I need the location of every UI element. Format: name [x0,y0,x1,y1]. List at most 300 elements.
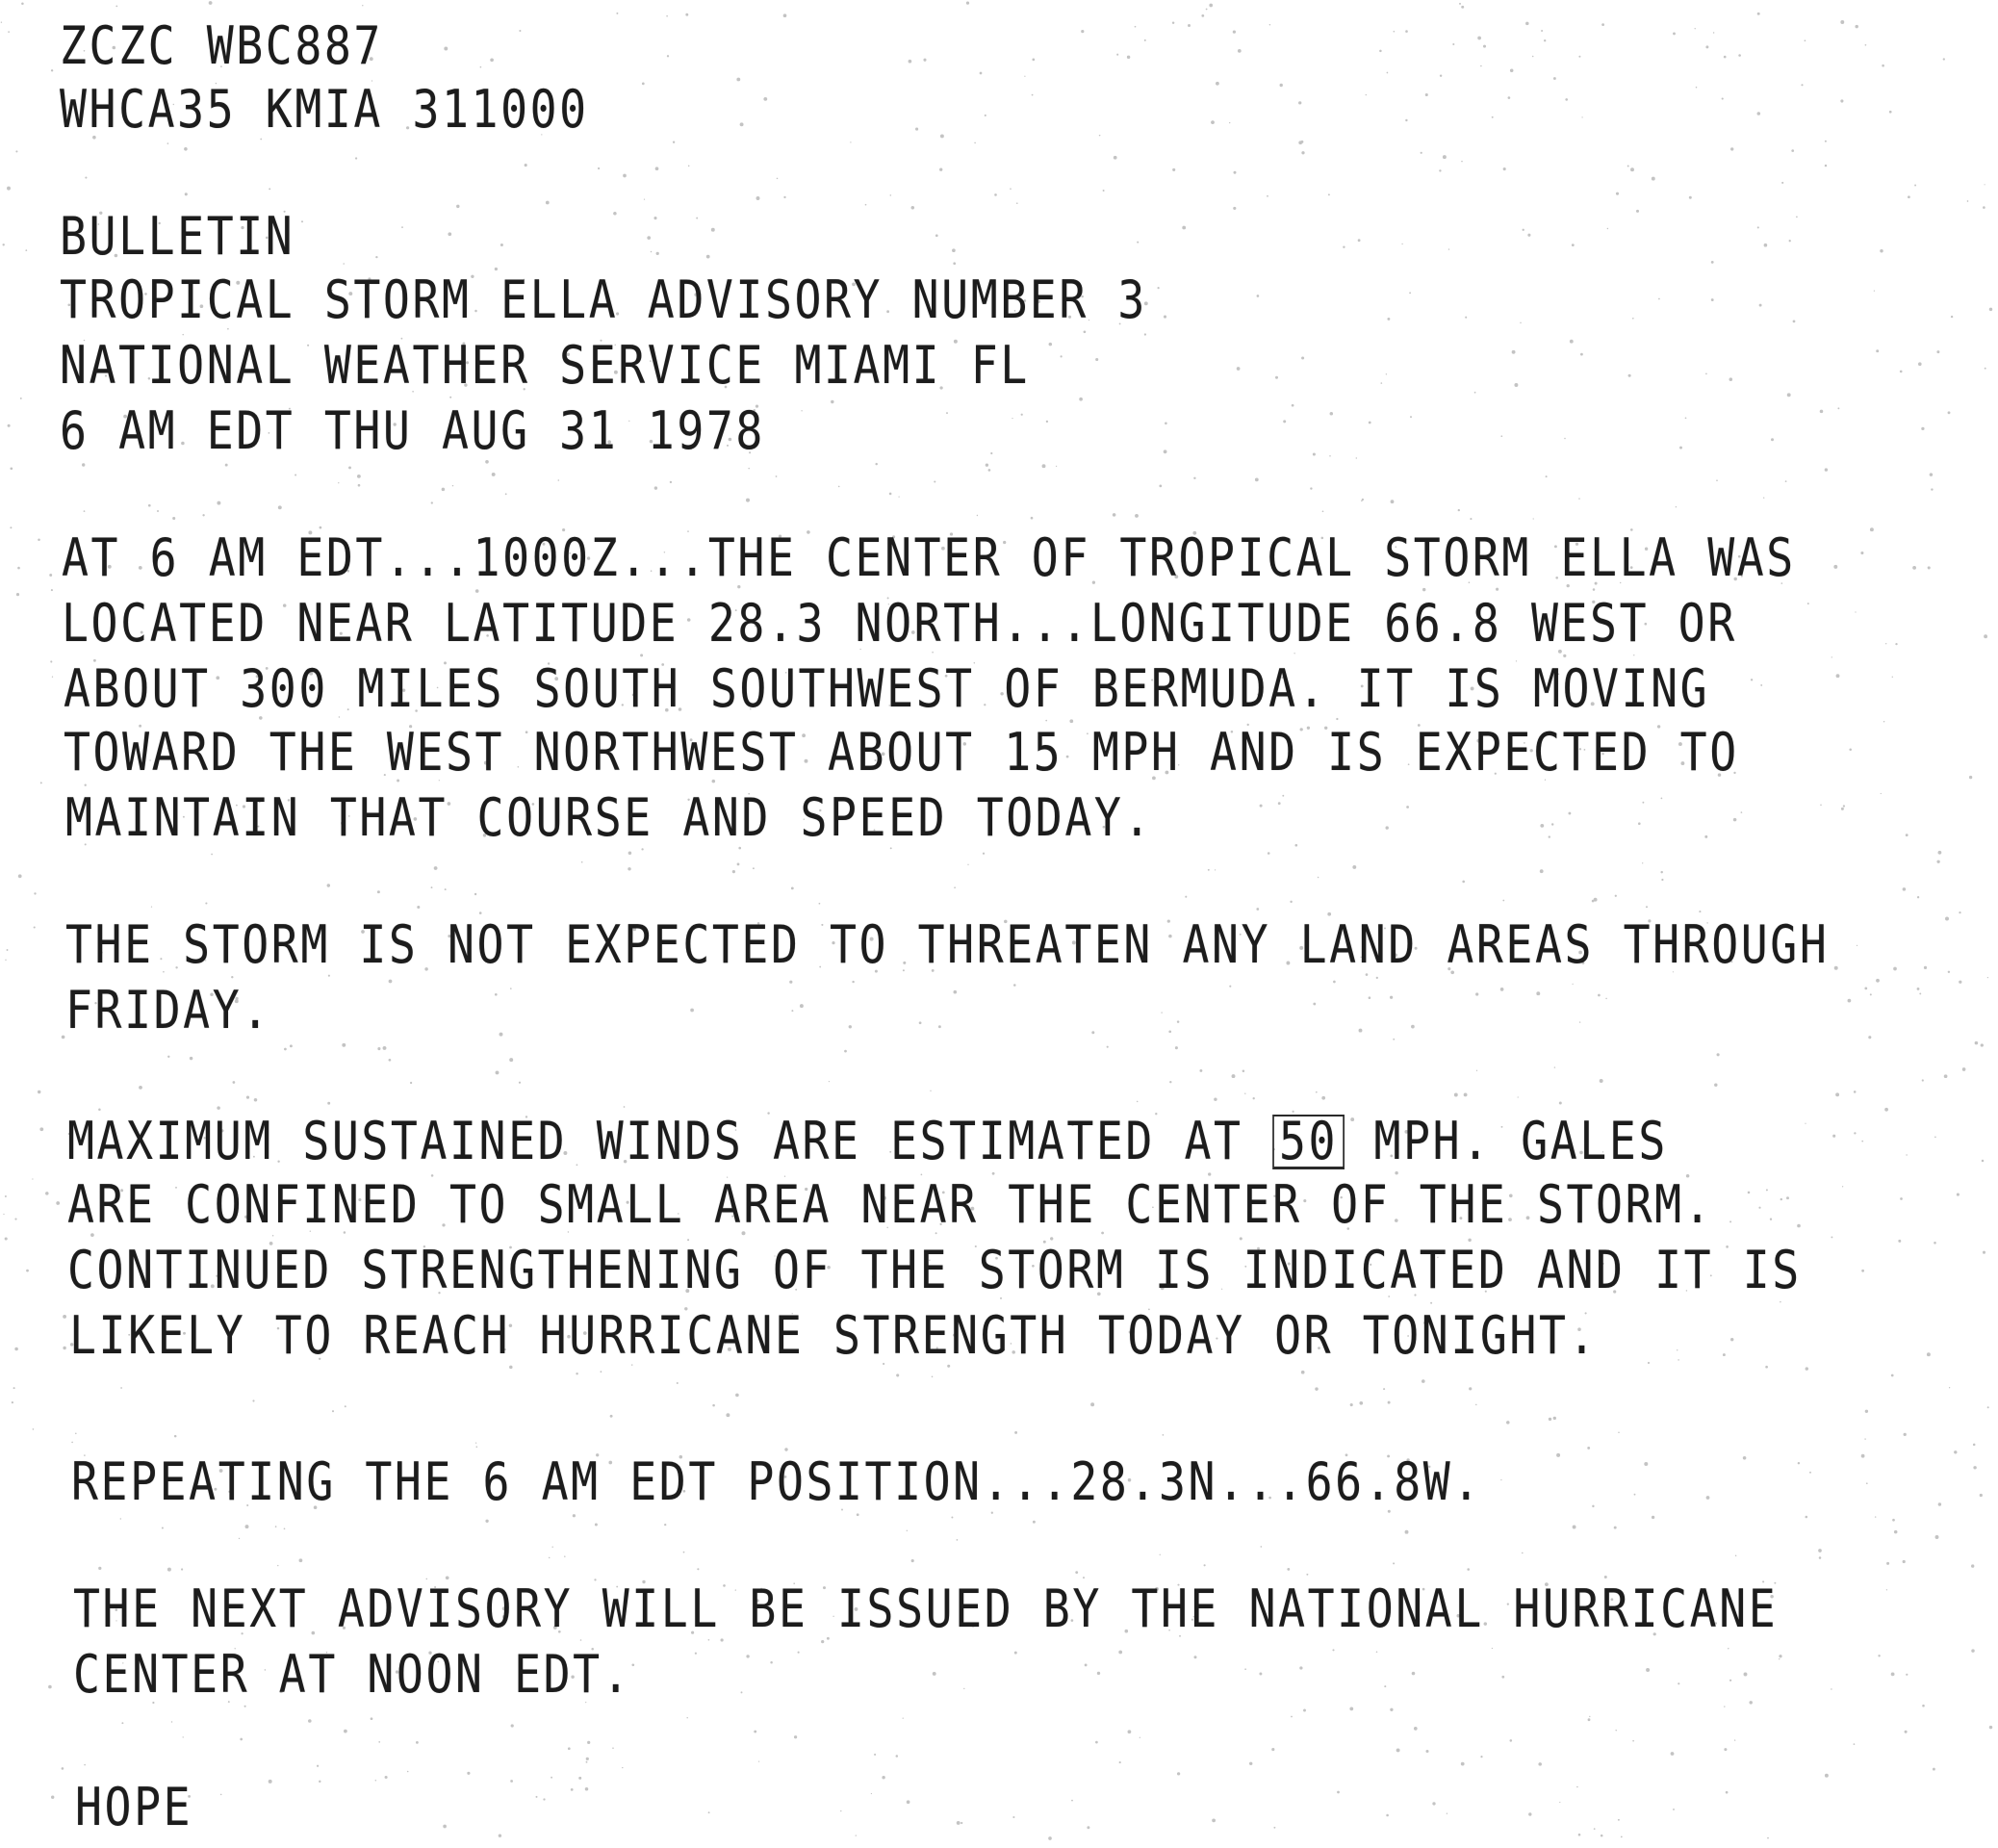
speckle-dot [938,1025,941,1028]
speckle-dot [475,1442,476,1443]
speckle-dot [511,1724,514,1727]
speckle-dot [272,1235,274,1237]
speckle-dot [875,463,877,465]
speckle-dot [1164,316,1166,319]
speckle-dot [1343,246,1345,248]
speckle-dot [1581,116,1582,117]
speckle-dot [1477,37,1481,40]
speckle-dot [1322,510,1324,512]
speckle-dot [490,58,494,62]
speckle-dot [578,1777,581,1780]
speckle-dot [783,13,787,17]
speckle-dot [1518,1096,1519,1097]
speckle-dot [1376,1652,1378,1654]
speckle-dot [1781,182,1783,184]
speckle-dot [1661,798,1663,800]
speckle-dot [63,1315,66,1319]
speckle-dot [667,55,669,57]
speckle-dot [986,464,988,467]
speckle-dot [736,78,740,82]
speckle-dot [500,244,503,246]
speckle-dot [278,505,282,509]
speckle-dot [1578,498,1579,499]
speckle-dot [546,201,550,205]
speckle-dot [1588,1718,1591,1721]
speckle-dot [1216,82,1219,86]
para2-line: FRIDAY. [65,980,271,1040]
speckle-dot [1233,207,1236,210]
speckle-dot [1780,1198,1782,1200]
speckle-dot [1410,416,1412,418]
speckle-dot [1601,1835,1603,1837]
speckle-dot [1843,805,1845,807]
speckle-dot [961,1822,962,1824]
speckle-dot [1578,1834,1581,1836]
speckle-dot [317,1765,319,1767]
speckle-dot [1229,986,1231,988]
speckle-dot [1730,1338,1733,1341]
speckle-dot [1951,316,1953,318]
speckle-dot [610,1415,613,1418]
speckle-dot [934,480,935,482]
speckle-dot [1267,195,1268,197]
speckle-dot [1476,1070,1477,1071]
speckle-dot [844,1050,847,1053]
speckle-dot [167,1056,169,1058]
speckle-dot [1175,1046,1178,1049]
speckle-dot [1785,480,1787,482]
speckle-dot [1685,417,1687,419]
speckle-dot [1729,377,1733,381]
speckle-dot [1572,984,1573,985]
speckle-dot [1137,1101,1139,1103]
speckle-dot [1313,452,1316,455]
speckle-dot [1618,1432,1620,1434]
speckle-dot [1306,1574,1308,1576]
speckle-dot [587,1741,590,1744]
speckle-dot [1193,1656,1196,1658]
speckle-dot [1678,1682,1679,1684]
speckle-dot [1097,1672,1100,1675]
speckle-dot [1886,1562,1889,1565]
speckle-dot [1469,1387,1472,1390]
speckle-dot [1870,527,1874,531]
speckle-dot [1330,412,1334,416]
speckle-dot [1386,1814,1389,1817]
para1-line: TOWARD THE WEST NORTHWEST ABOUT 15 MPH AND IS EXPECTED TO [64,722,1739,783]
speckle-dot [98,1567,101,1570]
speckle-dot [5,1195,7,1197]
speckle-dot [622,1767,623,1768]
speckle-dot [38,539,40,542]
speckle-dot [277,1565,278,1566]
speckle-dot [1301,356,1304,359]
speckle-dot [1938,851,1942,855]
speckle-dot [1980,1494,1983,1497]
speckle-dot [974,142,976,144]
speckle-dot [1405,30,1408,33]
speckle-dot [1359,1029,1363,1033]
speckle-dot [1806,1367,1808,1370]
speckle-dot [1908,195,1910,198]
speckle-dot [840,1810,841,1811]
speckle-dot [1313,1003,1316,1006]
speckle-dot [1501,1676,1504,1679]
speckle-dot [915,128,918,131]
speckle-dot [1361,500,1363,502]
speckle-dot [1212,1819,1216,1823]
speckle-dot [343,263,345,265]
speckle-dot [1461,161,1463,163]
speckle-dot [1464,1092,1468,1096]
speckle-dot [954,886,956,888]
speckle-dot [1757,112,1761,116]
speckle-dot [1158,287,1160,289]
speckle-dot [434,866,438,870]
speckle-dot [1673,32,1676,35]
speckle-dot [1987,1406,1989,1408]
speckle-dot [1232,1074,1236,1078]
speckle-dot [1648,1362,1650,1364]
speckle-dot [32,1178,33,1179]
speckle-dot [1592,900,1595,903]
speckle-dot [1632,318,1634,320]
speckle-dot [1366,94,1367,95]
speckle-dot [940,134,944,138]
speckle-dot [1758,1207,1760,1209]
speckle-dot [1578,56,1580,58]
speckle-dot [84,510,86,512]
speckle-dot [1,22,2,23]
para3-line: LIKELY TO REACH HURRICANE STRENGTH TODAY OR TONIGHT. [69,1305,1599,1366]
speckle-dot [801,410,802,411]
speckle-dot [564,1555,566,1557]
issue-datetime: 6 AM EDT THU AUG 31 1978 [60,400,765,461]
speckle-dot [51,589,53,591]
speckle-dot [1425,1750,1428,1753]
header-line-1: ZCZC WBC887 [60,15,383,76]
speckle-dot [576,1373,577,1374]
speckle-dot [389,980,393,984]
speckle-dot [63,1347,65,1349]
speckle-dot [1805,1123,1806,1124]
speckle-dot [1836,674,1840,678]
speckle-dot [509,1366,513,1370]
speckle-dot [1440,74,1442,76]
speckle-dot [1350,1403,1353,1406]
speckle-dot [1885,643,1886,644]
speckle-dot [1390,996,1393,999]
speckle-dot [1860,552,1863,554]
speckle-dot [448,232,451,236]
speckle-dot [1119,1761,1121,1763]
speckle-dot [957,1539,959,1541]
speckle-dot [1820,410,1824,414]
speckle-dot [431,501,433,503]
speckle-dot [990,452,992,454]
speckle-dot [1573,1526,1576,1529]
speckle-dot [890,194,892,196]
speckle-dot [1244,1668,1246,1670]
speckle-dot [1556,1453,1560,1457]
speckle-dot [301,220,303,222]
speckle-dot [1337,1791,1340,1794]
speckle-dot [653,217,656,219]
speckle-dot [1615,1730,1616,1731]
speckle-dot [1528,1812,1531,1815]
speckle-dot [1630,167,1634,171]
speckle-dot [1257,295,1260,297]
speckle-dot [1711,261,1714,264]
speckle-dot [677,1382,679,1384]
speckle-dot [34,892,36,894]
speckle-dot [1470,518,1472,520]
speckle-dot [1764,244,1768,247]
speckle-dot [1390,1708,1393,1711]
speckle-dot [911,206,915,210]
speckle-dot [1759,304,1762,307]
speckle-dot [82,463,85,466]
speckle-dot [1384,1685,1386,1687]
speckle-dot [1310,487,1312,489]
speckle-dot [485,1520,488,1523]
speckle-dot [1563,654,1566,657]
speckle-dot [26,1270,29,1272]
speckle-dot [1874,290,1875,291]
speckle-dot [1833,565,1837,569]
speckle-dot [831,400,833,403]
speckle-dot [49,574,52,577]
para1-line: LOCATED NEAR LATITUDE 28.3 NORTH...LONGITUDE 66.8 WEST OR [62,593,1737,654]
speckle-dot [1238,49,1242,53]
para1-line: ABOUT 300 MILES SOUTH SOUTHWEST OF BERMUDA. IT IS MOVING [64,658,1710,719]
speckle-dot [71,1442,73,1444]
speckle-dot [151,906,152,907]
speckle-dot [789,981,792,984]
speckle-dot [903,1717,904,1718]
speckle-dot [467,1772,470,1775]
speckle-dot [740,122,744,126]
speckle-dot [1797,1224,1801,1228]
speckle-dot [456,205,459,208]
speckle-dot [39,1127,43,1131]
speckle-dot [655,167,659,170]
speckle-dot [1480,65,1482,67]
speckle-dot [777,178,779,180]
speckle-dot [1835,1092,1839,1096]
speckle-dot [1369,996,1371,999]
speckle-dot [1462,881,1465,884]
speckle-dot [585,1787,589,1791]
para5-line: CENTER AT NOON EDT. [73,1644,632,1705]
speckle-dot [1127,56,1130,59]
speckle-dot [1551,823,1553,825]
speckle-dot [1618,1819,1620,1821]
speckle-dot [1699,911,1701,912]
speckle-dot [1461,6,1464,9]
speckle-dot [401,226,403,228]
speckle-dot [239,1538,240,1539]
winds-text-after: MPH. GALES [1344,1111,1668,1171]
speckle-dot [586,1758,589,1760]
speckle-dot [1393,1039,1395,1040]
speckle-dot [1632,1740,1634,1742]
speckle-dot [375,256,377,258]
speckle-dot [1989,1726,1992,1729]
speckle-dot [1010,188,1012,190]
speckle-dot [50,660,52,662]
speckle-dot [115,5,117,7]
speckle-dot [1865,44,1867,46]
speckle-dot [1962,1067,1966,1071]
speckle-dot [1362,499,1364,500]
speckle-dot [573,1514,576,1517]
speckle-dot [496,1070,500,1074]
speckle-dot [923,59,926,62]
speckle-dot [1321,1096,1325,1100]
speckle-dot [1229,122,1230,123]
speckle-dot [449,397,451,398]
speckle-dot [357,475,361,478]
speckle-dot [741,1691,743,1693]
speckle-dot [673,141,675,143]
speckle-dot [417,906,420,909]
speckle-dot [1160,1554,1161,1555]
speckle-dot [1918,362,1922,366]
speckle-dot [1128,1730,1132,1733]
speckle-dot [1831,1236,1832,1238]
speckle-dot [275,1526,277,1527]
speckle-dot [85,784,87,786]
speckle-dot [174,1435,177,1438]
speckle-dot [1256,908,1259,911]
speckle-dot [838,486,840,488]
speckle-dot [1704,835,1707,838]
speckle-dot [1021,414,1023,416]
speckle-dot [1237,367,1241,371]
speckle-dot [1283,420,1286,423]
speckle-dot [1394,31,1396,33]
speckle-dot [1049,343,1053,346]
speckle-dot [644,199,645,200]
speckle-dot [1825,141,1827,142]
speckle-dot [1032,59,1035,62]
speckle-dot [726,1413,730,1417]
speckle-dot [874,1754,876,1756]
speckle-dot [1820,804,1822,806]
speckle-dot [1414,1727,1418,1731]
para5-line: THE NEXT ADVISORY WILL BE ISSUED BY THE NATIONAL HURRICANE [73,1578,1779,1639]
speckle-dot [358,484,361,487]
speckle-dot [1568,812,1571,815]
speckle-dot [1549,1418,1551,1421]
speckle-dot [1033,1521,1036,1524]
speckle-dot [1642,802,1644,804]
speckle-dot [1975,1041,1979,1045]
speckle-dot [708,1811,710,1813]
speckle-dot [1841,808,1844,810]
speckle-dot [1912,566,1916,570]
speckle-dot [1211,120,1215,124]
speckle-dot [953,262,956,265]
speckle-dot [1729,1680,1731,1681]
speckle-dot [217,501,220,505]
speckle-dot [1825,1774,1829,1778]
speckle-dot [1780,1301,1781,1303]
speckle-dot [1589,1716,1590,1717]
speckle-dot [1301,151,1304,154]
speckle-dot [1866,1482,1868,1484]
speckle-dot [1391,500,1395,503]
speckle-dot [1644,1462,1648,1466]
speckle-dot [1510,69,1514,73]
speckle-dot [776,475,778,477]
speckle-dot [819,903,821,905]
speckle-dot [1973,1466,1976,1469]
speckle-dot [1982,1160,1985,1163]
speckle-dot [17,567,20,570]
para1-line: MAINTAIN THAT COURSE AND SPEED TODAY. [65,787,1153,848]
speckle-dot [1706,1496,1710,1500]
speckle-dot [1503,167,1506,170]
speckle-dot [849,1025,852,1028]
speckle-dot [25,249,27,251]
speckle-dot [889,493,892,496]
speckle-dot [1113,513,1116,517]
speckle-dot [1316,1091,1318,1093]
speckle-dot [1565,98,1568,101]
speckle-dot [628,851,632,855]
speckle-dot [1734,1739,1735,1740]
speckle-dot [269,188,270,190]
speckle-dot [551,1777,552,1779]
speckle-dot [190,1057,192,1060]
speckle-dot [18,874,22,878]
speckle-dot [1673,1809,1675,1810]
speckle-dot [1905,1731,1908,1733]
speckle-dot [75,1433,77,1435]
speckle-dot [1876,979,1880,983]
speckle-dot [1465,317,1467,319]
speckle-dot [1087,1826,1089,1829]
speckle-dot [184,147,188,151]
speckle-dot [1579,1021,1580,1022]
speckle-dot [536,1796,538,1798]
speckle-dot [1369,422,1371,424]
speckle-dot [525,164,527,167]
speckle-dot [1748,1192,1751,1194]
speckle-dot [1638,822,1641,825]
speckle-dot [1730,147,1733,150]
speckle-dot [1696,87,1698,89]
speckle-dot [1646,1668,1650,1672]
speckle-dot [377,890,380,893]
speckle-dot [371,1717,373,1720]
speckle-dot [1570,340,1574,344]
speckle-dot [1757,13,1760,15]
speckle-dot [1661,879,1663,881]
speckle-dot [1546,475,1548,477]
speckle-dot [1837,407,1839,409]
para3-line-1 [67,1113,1668,1170]
speckle-dot [1271,1748,1274,1751]
speckle-dot [1318,877,1319,879]
speckle-dot [1900,371,1903,373]
speckle-dot [957,1821,961,1825]
speckle-dot [1806,1516,1808,1519]
speckle-dot [1260,1546,1262,1548]
speckle-dot [696,218,698,219]
